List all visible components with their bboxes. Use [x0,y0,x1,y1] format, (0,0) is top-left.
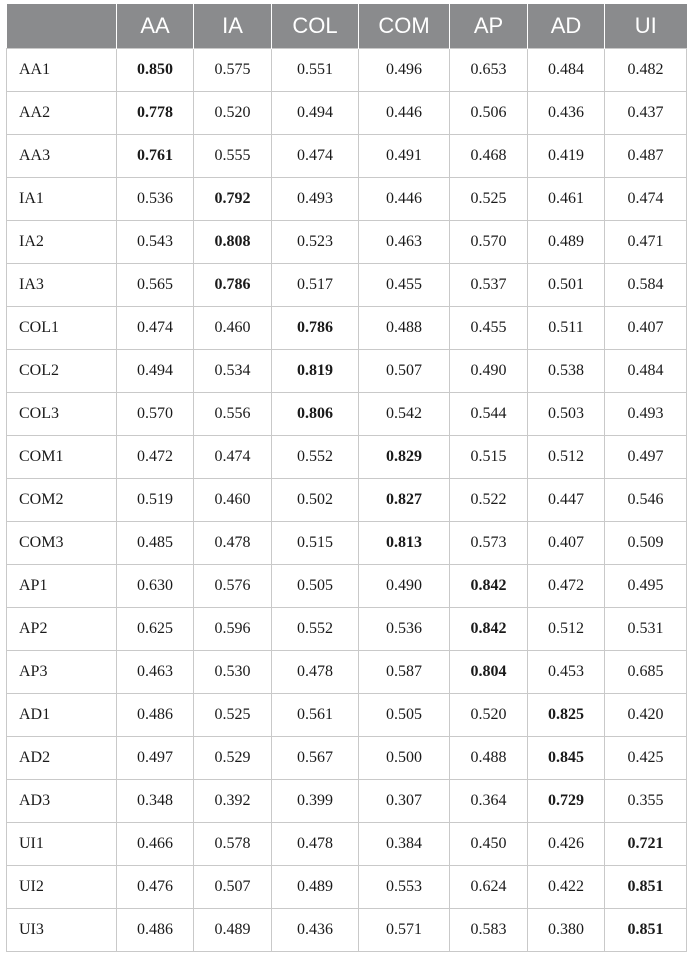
loading-cell: 0.474 [194,436,272,479]
loading-cell: 0.523 [272,221,359,264]
loading-cell: 0.463 [117,651,194,694]
loading-cell: 0.478 [194,522,272,565]
header-cell-ia: IA [194,4,272,49]
loading-cell: 0.392 [194,780,272,823]
loading-cell: 0.472 [528,565,605,608]
loading-cell: 0.570 [117,393,194,436]
loading-cell-highlight: 0.786 [194,264,272,307]
loading-cell: 0.520 [194,92,272,135]
table-container [6,4,687,952]
loading-cell: 0.685 [605,651,687,694]
row-label: IA1 [7,178,117,221]
loading-cell-highlight: 0.804 [450,651,528,694]
loading-cell: 0.534 [194,350,272,393]
loading-cell: 0.546 [605,479,687,522]
loading-cell: 0.512 [528,436,605,479]
loading-cell-highlight: 0.842 [450,565,528,608]
loading-cell: 0.455 [359,264,450,307]
loading-cell: 0.493 [272,178,359,221]
loading-cell: 0.491 [359,135,450,178]
loading-cell: 0.468 [450,135,528,178]
row-label: AD3 [7,780,117,823]
table-row [7,178,687,221]
loading-cell: 0.422 [528,866,605,909]
loading-cell: 0.420 [605,694,687,737]
loading-cell: 0.536 [117,178,194,221]
table-row [7,909,687,952]
loading-cell-highlight: 0.819 [272,350,359,393]
table-header [7,4,687,49]
table-row [7,436,687,479]
row-label: UI3 [7,909,117,952]
row-label: AD1 [7,694,117,737]
loading-cell-highlight: 0.829 [359,436,450,479]
loading-cell: 0.474 [272,135,359,178]
loading-cell-highlight: 0.827 [359,479,450,522]
row-label: AA2 [7,92,117,135]
loading-cell: 0.485 [117,522,194,565]
loading-cell: 0.495 [605,565,687,608]
loading-cell: 0.570 [450,221,528,264]
table-row [7,350,687,393]
loading-cell: 0.596 [194,608,272,651]
loading-cell: 0.653 [450,49,528,92]
loading-cell: 0.436 [272,909,359,952]
loading-cell: 0.460 [194,307,272,350]
loading-cell: 0.496 [359,49,450,92]
loading-cell: 0.463 [359,221,450,264]
table-row [7,522,687,565]
loading-cell: 0.525 [194,694,272,737]
loading-cell: 0.625 [117,608,194,651]
loading-cell-highlight: 0.825 [528,694,605,737]
loading-cell: 0.512 [528,608,605,651]
loading-cell: 0.497 [117,737,194,780]
loading-cell: 0.587 [359,651,450,694]
header-cell-aa: AA [117,4,194,49]
loading-cell-highlight: 0.842 [450,608,528,651]
table-body [7,49,687,952]
loading-cell: 0.565 [117,264,194,307]
row-label: IA2 [7,221,117,264]
loading-cell: 0.505 [359,694,450,737]
loading-cell: 0.446 [359,178,450,221]
row-label: AP3 [7,651,117,694]
table-row [7,823,687,866]
row-label: AP1 [7,565,117,608]
table-row [7,608,687,651]
loading-cell: 0.486 [117,694,194,737]
loading-cell: 0.522 [450,479,528,522]
loading-cell: 0.455 [450,307,528,350]
loading-cell: 0.476 [117,866,194,909]
loading-cell: 0.484 [528,49,605,92]
loading-cell: 0.478 [272,651,359,694]
row-label: AD2 [7,737,117,780]
loading-cell: 0.488 [450,737,528,780]
loading-cell: 0.466 [117,823,194,866]
loading-cell: 0.503 [528,393,605,436]
loading-cell: 0.515 [272,522,359,565]
row-label: AA3 [7,135,117,178]
row-label: AP2 [7,608,117,651]
loading-cell-highlight: 0.778 [117,92,194,135]
loading-cell: 0.460 [194,479,272,522]
table-row [7,135,687,178]
header-row [7,4,687,49]
loading-cell: 0.482 [605,49,687,92]
loading-cell-highlight: 0.808 [194,221,272,264]
header-cell-ap: AP [450,4,528,49]
loading-cell: 0.436 [528,92,605,135]
header-cell-col: COL [272,4,359,49]
loading-cell: 0.573 [450,522,528,565]
loading-cell: 0.494 [272,92,359,135]
table-row [7,221,687,264]
loading-cell: 0.490 [359,565,450,608]
loading-cell: 0.630 [117,565,194,608]
loading-cell: 0.567 [272,737,359,780]
loading-cell-highlight: 0.806 [272,393,359,436]
table-row [7,694,687,737]
header-cell-ui: UI [605,4,687,49]
loading-cell: 0.487 [605,135,687,178]
table-row [7,737,687,780]
loading-cell-highlight: 0.721 [605,823,687,866]
row-label: COL2 [7,350,117,393]
loading-cell: 0.489 [194,909,272,952]
loading-cell: 0.519 [117,479,194,522]
loading-cell-highlight: 0.786 [272,307,359,350]
loading-cell-highlight: 0.851 [605,866,687,909]
loading-cell: 0.542 [359,393,450,436]
header-cell-com: COM [359,4,450,49]
loading-cell: 0.364 [450,780,528,823]
row-label: COM3 [7,522,117,565]
loading-cell: 0.407 [528,522,605,565]
table-row [7,780,687,823]
loading-cell: 0.493 [605,393,687,436]
loading-cell: 0.505 [272,565,359,608]
loading-cell: 0.556 [194,393,272,436]
loading-cell: 0.426 [528,823,605,866]
loading-cell-highlight: 0.813 [359,522,450,565]
loading-cell-highlight: 0.851 [605,909,687,952]
row-label: IA3 [7,264,117,307]
loading-cell-highlight: 0.729 [528,780,605,823]
row-label: AA1 [7,49,117,92]
table-row [7,479,687,522]
loading-cell: 0.555 [194,135,272,178]
loading-cell: 0.348 [117,780,194,823]
row-label: COM2 [7,479,117,522]
loading-cell: 0.506 [450,92,528,135]
loading-cell: 0.478 [272,823,359,866]
loading-cell: 0.515 [450,436,528,479]
loading-cell: 0.517 [272,264,359,307]
loading-cell: 0.576 [194,565,272,608]
loading-cell: 0.536 [359,608,450,651]
loading-cell: 0.583 [450,909,528,952]
loading-cell: 0.544 [450,393,528,436]
loading-cell: 0.507 [194,866,272,909]
loading-cell: 0.472 [117,436,194,479]
row-label: UI1 [7,823,117,866]
loading-cell: 0.489 [272,866,359,909]
loading-cell: 0.501 [528,264,605,307]
table-row [7,866,687,909]
loading-cell: 0.494 [117,350,194,393]
table-row [7,307,687,350]
loading-cell: 0.575 [194,49,272,92]
loading-cell: 0.471 [605,221,687,264]
loading-cell: 0.531 [605,608,687,651]
loading-cell: 0.453 [528,651,605,694]
loading-cell: 0.489 [528,221,605,264]
loading-cell: 0.474 [117,307,194,350]
loading-cell: 0.529 [194,737,272,780]
header-cell-item [7,4,117,49]
table-row [7,651,687,694]
loading-cell: 0.307 [359,780,450,823]
loading-cell: 0.447 [528,479,605,522]
loading-cell: 0.384 [359,823,450,866]
loading-cell: 0.538 [528,350,605,393]
loading-cell: 0.380 [528,909,605,952]
loading-cell: 0.525 [450,178,528,221]
loading-cell: 0.502 [272,479,359,522]
loading-cell: 0.509 [605,522,687,565]
loading-cell: 0.520 [450,694,528,737]
loading-cell-highlight: 0.761 [117,135,194,178]
loading-cell: 0.355 [605,780,687,823]
loading-cell: 0.552 [272,436,359,479]
loading-cell: 0.497 [605,436,687,479]
loading-cell: 0.500 [359,737,450,780]
table-row [7,92,687,135]
loading-cell-highlight: 0.792 [194,178,272,221]
loading-cell: 0.543 [117,221,194,264]
row-label: COL3 [7,393,117,436]
loading-cell: 0.437 [605,92,687,135]
loading-cell: 0.419 [528,135,605,178]
table-row [7,393,687,436]
loading-cell: 0.486 [117,909,194,952]
loading-cell: 0.584 [605,264,687,307]
cross-loadings-table [6,4,687,952]
loading-cell: 0.624 [450,866,528,909]
loading-cell: 0.399 [272,780,359,823]
header-cell-ad: AD [528,4,605,49]
loading-cell: 0.407 [605,307,687,350]
loading-cell-highlight: 0.845 [528,737,605,780]
loading-cell: 0.446 [359,92,450,135]
loading-cell: 0.490 [450,350,528,393]
loading-cell: 0.530 [194,651,272,694]
table-row [7,565,687,608]
loading-cell: 0.571 [359,909,450,952]
loading-cell: 0.578 [194,823,272,866]
loading-cell: 0.507 [359,350,450,393]
loading-cell: 0.551 [272,49,359,92]
loading-cell: 0.450 [450,823,528,866]
loading-cell: 0.488 [359,307,450,350]
loading-cell: 0.484 [605,350,687,393]
loading-cell: 0.511 [528,307,605,350]
loading-cell: 0.474 [605,178,687,221]
loading-cell: 0.425 [605,737,687,780]
row-label: COL1 [7,307,117,350]
loading-cell: 0.537 [450,264,528,307]
loading-cell: 0.552 [272,608,359,651]
loading-cell-highlight: 0.850 [117,49,194,92]
table-row [7,49,687,92]
loading-cell: 0.561 [272,694,359,737]
loading-cell: 0.461 [528,178,605,221]
row-label: UI2 [7,866,117,909]
row-label: COM1 [7,436,117,479]
table-row [7,264,687,307]
loading-cell: 0.553 [359,866,450,909]
